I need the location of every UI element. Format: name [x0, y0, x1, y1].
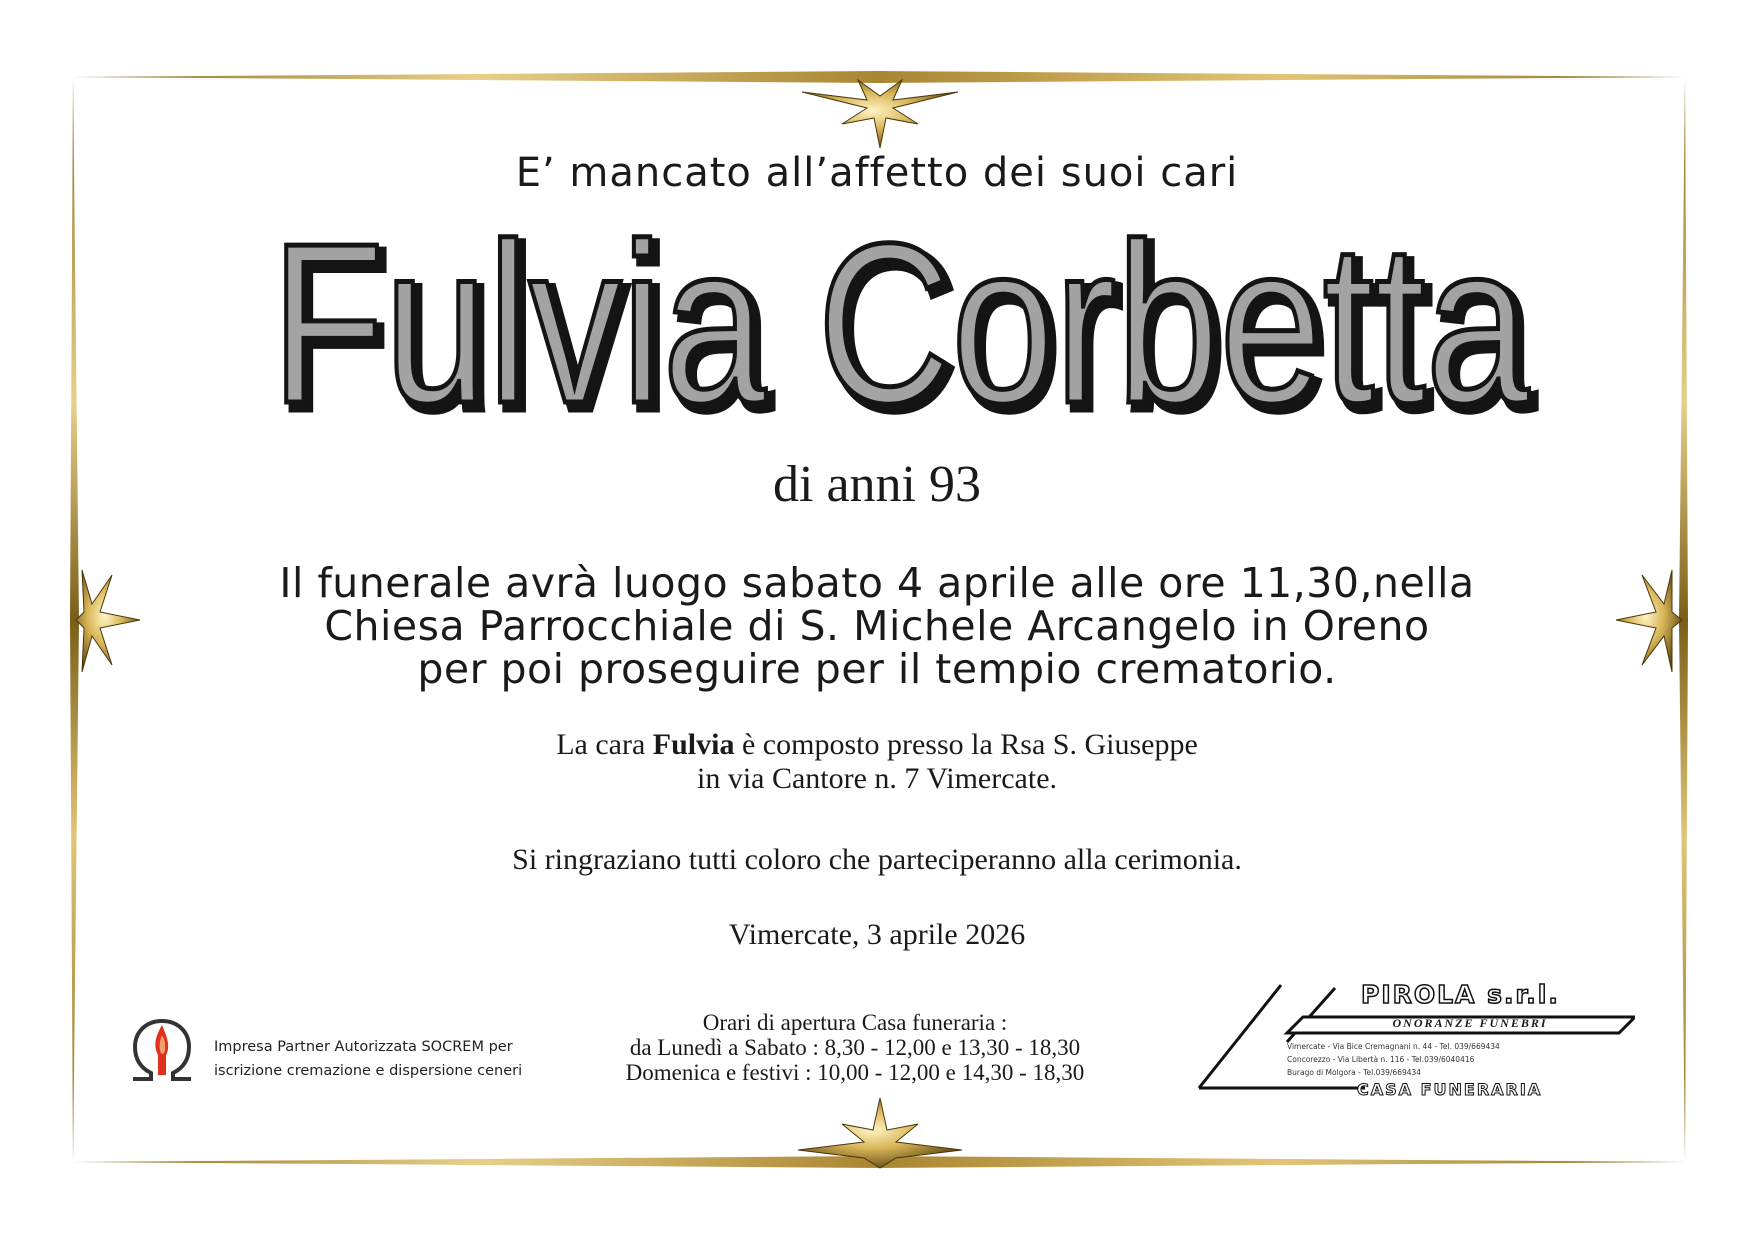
funeral-line-2: Chiesa Parrocchiale di S. Michele Arcangelo in Oreno: [324, 602, 1430, 650]
resting-line-1: [0, 728, 1754, 762]
resting-place: [0, 728, 1754, 796]
pirola-logo: [1195, 980, 1635, 1100]
funeral-line-1: Il funerale avrà luogo sabato 4 aprile alle ore 11,30,nella: [279, 559, 1475, 607]
pirola-address-3: Burago di Molgora - Tel.039/669434: [1287, 1068, 1422, 1077]
resting-prefix: La cara: [556, 728, 653, 761]
funeral-details: [250, 559, 1504, 693]
hours-weekdays: da Lunedì a Sabato : 8,30 - 12,00 e 13,30 - 18,30: [629, 1035, 1081, 1060]
resting-suffix: è composto presso la Rsa S. Giuseppe: [734, 728, 1198, 761]
hours-holidays: Domenica e festivi : 10,00 - 12,00 e 14,30 - 18,30: [625, 1060, 1085, 1085]
pirola-address-1: Vimercate - Via Bice Cremagnani n. 44 - Tel. 039/669434: [1287, 1042, 1500, 1051]
frame-top-bar: [72, 71, 1686, 83]
deceased-name-shadow: Fulvia Corbetta: [277, 220, 1536, 435]
pirola-brand-name: PIROLA s.r.l.: [1361, 980, 1560, 1009]
deceased-name-text: Fulvia Corbetta: [271, 220, 1530, 435]
pirola-casa-funeraria: CASA FUNERARIA: [1357, 1080, 1543, 1099]
top-star-ornament: [802, 80, 958, 148]
right-star-ornament: [1616, 570, 1682, 672]
socrem-partner-text: [214, 1035, 522, 1083]
dateline: Vimercate, 3 aprile 2026: [728, 918, 1026, 951]
resting-line-2: in via Cantore n. 7 Vimercate.: [696, 762, 1058, 795]
intro-line: E’ mancato all’affetto dei suoi cari: [515, 150, 1239, 196]
deceased-name: [250, 220, 1550, 435]
funeral-line-3: per poi proseguire per il tempio crematorio.: [417, 645, 1337, 693]
pirola-subtitle: ONORANZE FUNEBRI: [1392, 1016, 1548, 1030]
omega-flame-icon: [125, 1015, 200, 1083]
pirola-address-2: Concorezzo - Via Libertà n. 116 - Tel.039/6040416: [1287, 1055, 1475, 1064]
opening-hours: [555, 1010, 1155, 1085]
thanks-line: Si ringraziano tutti coloro che parteciperanno alla cerimonia.: [512, 843, 1242, 876]
socrem-line-1: Impresa Partner Autorizzata SOCREM per: [214, 1039, 513, 1055]
socrem-line-2: iscrizione cremazione e dispersione ceneri: [214, 1063, 523, 1079]
age-line: di anni 93: [773, 456, 981, 513]
hours-title: Orari di apertura Casa funeraria :: [702, 1010, 1008, 1035]
left-star-ornament: [76, 570, 140, 672]
resting-bold-name: Fulvia: [652, 728, 735, 761]
